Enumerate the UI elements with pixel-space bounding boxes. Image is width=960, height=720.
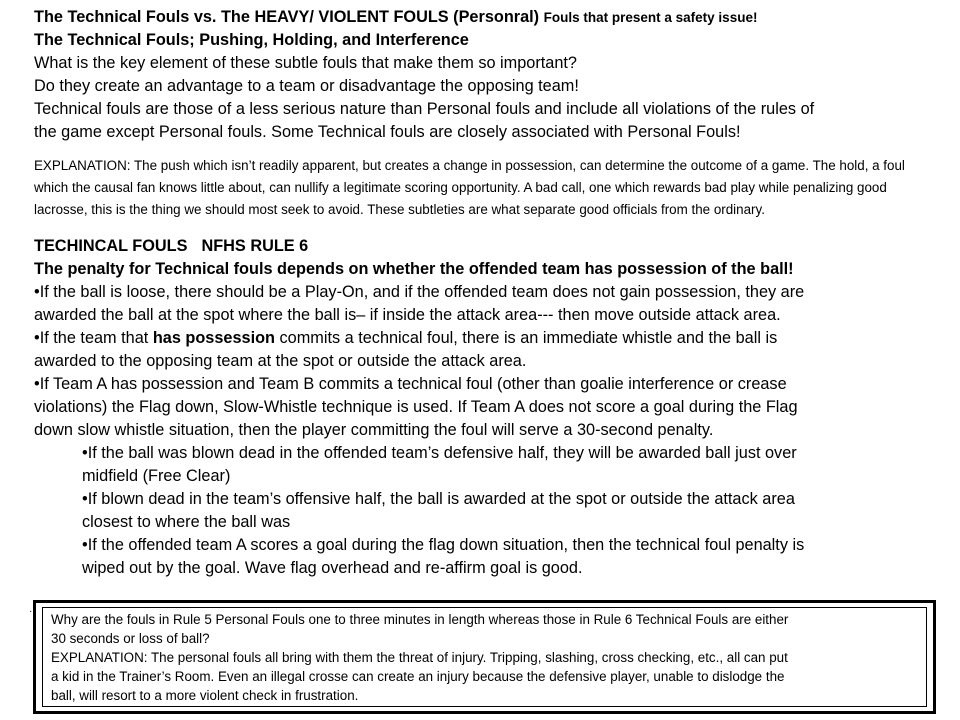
bullet-text: •If the team that bbox=[34, 329, 153, 347]
main-content bbox=[34, 6, 934, 580]
bullet-line: •If the ball is loose, there should be a Play-On, and if the offended team does not gain possession, they are bbox=[34, 283, 805, 301]
bullet-line: violations) the Flag down, Slow-Whistle technique is used. If Team A does not score a goal during the Flag bbox=[34, 398, 798, 416]
explanation-box bbox=[33, 600, 936, 714]
title-line bbox=[34, 6, 934, 29]
definition-line-2: the game except Personal fouls. Some Technical fouls are closely associated with Personal Fouls! bbox=[34, 123, 741, 141]
bullet-text: commits a technical foul, there is an immediate whistle and the ball is bbox=[275, 329, 778, 347]
bullet-loose-ball bbox=[34, 281, 934, 327]
definition-line-1: Technical fouls are those of a less serious nature than Personal fouls and include all violations of the rules of bbox=[34, 100, 815, 118]
bullet-line bbox=[34, 327, 934, 350]
bullet-bold-text: has possession bbox=[152, 329, 275, 347]
sub-bullet-goal-scored bbox=[34, 534, 934, 580]
explanation-box-inner bbox=[42, 607, 927, 707]
sub-bullet-offensive-half bbox=[34, 488, 934, 534]
box-line: a kid in the Trainer’s Room. Even an illegal crosse can create an injury because the defensive player, unable to dislodge the bbox=[51, 669, 785, 684]
sub-bullet-line: closest to where the ball was bbox=[82, 513, 291, 531]
question-line-2: Do they create an advantage to a team or disadvantage the opposing team! bbox=[34, 77, 579, 95]
sub-bullet-line: •If the offended team A scores a goal during the flag down situation, then the technical foul penalty is bbox=[82, 536, 805, 554]
section-title-right: NFHS RULE 6 bbox=[201, 237, 309, 255]
question-line-1: What is the key element of these subtle fouls that make them so important? bbox=[34, 54, 577, 72]
section-title bbox=[34, 235, 934, 258]
sub-bullet-line: wiped out by the goal. Wave flag overhead and re-affirm goal is good. bbox=[82, 559, 583, 577]
explanation-paragraph: EXPLANATION: The push which isn’t readily apparent, but creates a change in possession, can determine the outcome of a game. The hold, a foul which the causal fan knows little about, can nullify a legitimate scoring opportunity. A bad call, one which rewards bad play while penalizing good lacrosse, this is the thing we should most seek to avoid. These subtleties are what separate good officials from the ordinary. bbox=[34, 158, 905, 217]
bullet-line: down slow whistle situation, then the player committing the foul will serve a 30-second penalty. bbox=[34, 421, 714, 439]
box-line: ball, will resort to a more violent check in frustration. bbox=[51, 688, 359, 703]
bullet-line: awarded to the opposing team at the spot or outside the attack area. bbox=[34, 352, 527, 370]
penalty-heading: The penalty for Technical fouls depends on whether the offended team has possession of the ball! bbox=[34, 260, 794, 278]
sub-bullet-defensive-half bbox=[34, 442, 934, 488]
subtitle-technical-fouls: The Technical Fouls; Pushing, Holding, and Interference bbox=[34, 31, 469, 49]
box-line: Why are the fouls in Rule 5 Personal Fouls one to three minutes in length whereas those in Rule 6 Technical Fouls are either bbox=[51, 612, 789, 627]
box-line: 30 seconds or loss of ball? bbox=[51, 631, 210, 646]
section-title-left: TECHINCAL FOULS bbox=[34, 237, 188, 255]
spacer bbox=[34, 221, 934, 235]
sub-bullet-line: •If blown dead in the team’s offensive half, the ball is awarded at the spot or outside the attack area bbox=[82, 490, 795, 508]
title-subtitle: Fouls that present a safety issue! bbox=[543, 10, 758, 25]
sub-bullet-line: midfield (Free Clear) bbox=[82, 467, 231, 485]
bullet-line: •If Team A has possession and Team B commits a technical foul (other than goalie interference or crease bbox=[34, 375, 787, 393]
bullet-tick: · bbox=[29, 606, 33, 617]
box-line: EXPLANATION: The personal fouls all bring with them the threat of injury. Tripping, slashing, cross checking, etc., all can put bbox=[51, 650, 788, 665]
title-main: The Technical Fouls vs. The HEAVY/ VIOLENT FOULS (Personral) bbox=[34, 8, 540, 26]
bullet-line: awarded the ball at the spot where the ball is– if inside the attack area--- then move outside attack area. bbox=[34, 306, 781, 324]
bullet-flag-down bbox=[34, 373, 934, 442]
bullet-possession bbox=[34, 327, 934, 373]
sub-bullet-line: •If the ball was blown dead in the offended team’s defensive half, they will be awarded ball just over bbox=[82, 444, 797, 462]
